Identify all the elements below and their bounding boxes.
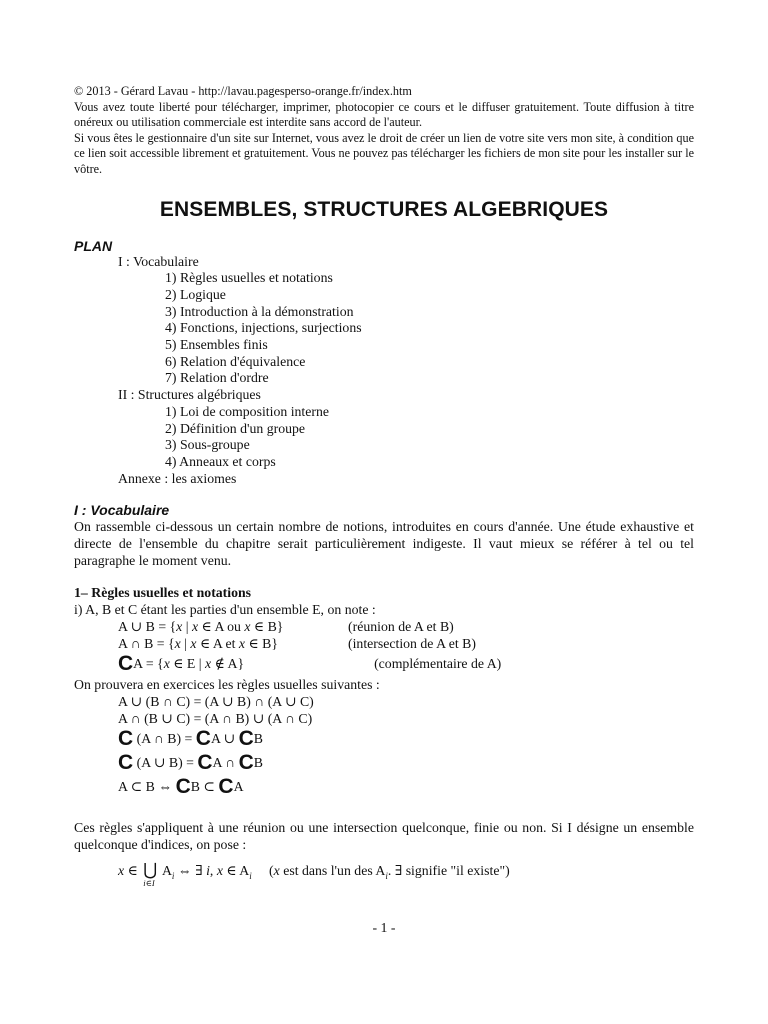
plan-item: 1) Règles usuelles et notations xyxy=(165,270,333,286)
section-intro: On rassemble ci-dessous un certain nombre de notions, introduites en cours d'année. Une étude exhaustive et directe de l'ensemble du chapitre serait particulièrement indigeste. Il vaut mieux se référer à tel ou tel paragraphe le moment venu. xyxy=(74,519,694,569)
plan-item: 5) Ensembles finis xyxy=(165,337,268,353)
plan-item: 3) Sous-groupe xyxy=(165,437,250,453)
complement-note: (complémentaire de A) xyxy=(374,656,502,672)
plan-part-2: II : Structures algébriques xyxy=(118,387,261,403)
rule-inclusion: A ⊂ B ⇔ CB ⊂ CA xyxy=(118,775,244,799)
copyright-notice xyxy=(74,84,694,178)
link-policy-text: Si vous êtes le gestionnaire d'un site sur Internet, vous avez le droit de créer un lien de votre site vers mon site, à condition que ce lien soit accessible librement et gratuitement. Vous ne pouvez pas télécharger les fichiers de mon site pour les installer sur le vôtre. xyxy=(74,130,695,176)
union-note: (réunion de A et B) xyxy=(348,619,454,635)
subsection-heading: 1– Règles usuelles et notations xyxy=(74,585,252,601)
general-union-intro: Ces règles s'appliquent à une réunion ou une intersection quelconque, finie ou non. Si I désigne un ensemble quelconque d'indices, on pose : xyxy=(74,820,694,853)
intersection-note: (intersection de A et B) xyxy=(348,636,476,652)
rule-de-morgan-2: C (A ∪ B) = CA ∩ CB xyxy=(118,751,263,775)
plan-outline xyxy=(74,254,694,488)
plan-heading: PLAN xyxy=(74,237,113,254)
document-page xyxy=(74,84,695,889)
plan-part-1: I : Vocabulaire xyxy=(118,253,199,269)
page-number: - 1 - xyxy=(372,920,396,935)
plan-annexe: Annexe : les axiomes xyxy=(118,470,237,486)
union-definition: A ∪ B = {x | x ∈ A ou x ∈ B} (réunion de A et B) xyxy=(118,619,454,635)
general-union-note: (x est dans l'un des $A_i$. ∃ signifie "il existe") xyxy=(269,863,510,882)
plan-item: 3) Introduction à la démonstration xyxy=(165,303,354,319)
copyright-line: © 2013 - Gérard Lavau - http://lavau.pagesperso-orange.fr/index.htm xyxy=(74,84,412,98)
rule-distributive-intersection: A ∩ (B ∪ C) = (A ∩ B) ∪ (A ∩ C) xyxy=(118,711,313,727)
plan-item: 4) Fonctions, injections, surjections xyxy=(165,320,362,336)
license-text: Vous avez toute liberté pour télécharger, imprimer, photocopier ce cours et le diffuser gratuitement. Toute diffusion à titre onéreux ou utilisation commerciale est interdite sans accord de l'auteur. xyxy=(74,99,694,130)
complement-symbol: C xyxy=(118,652,134,676)
general-union-definition: x ∈ ⋃ i∈I $A_i$ ⇔ ∃ i, x ∈ $A_i$ (x est dans l'un des $A_i$. ∃ signifie "il existe") xyxy=(118,860,510,889)
rules-intro: On prouvera en exercices les règles usuelles suivantes : xyxy=(74,677,380,693)
plan-item: 6) Relation d'équivalence xyxy=(165,353,306,369)
plan-item: 2) Définition d'un groupe xyxy=(165,420,306,436)
plan-item: 2) Logique xyxy=(165,286,226,302)
subsection-intro: i) A, B et C étant les parties d'un ensemble E, on note : xyxy=(74,602,376,618)
section-heading: I : Vocabulaire xyxy=(74,502,170,519)
bigcup-operator: ⋃ i∈I xyxy=(143,860,158,889)
rule-de-morgan-1: C (A ∩ B) = CA ∪ CB xyxy=(118,727,263,751)
plan-item: 4) Anneaux et corps xyxy=(165,454,276,469)
plan-item: 1) Loi de composition interne xyxy=(165,403,329,419)
intersection-definition: A ∩ B = {x | x ∈ A et x ∈ B} (intersection de A et B) xyxy=(118,636,476,652)
complement-definition: CA = {x ∈ E | x ∉ A} (complémentaire de A) xyxy=(118,652,502,676)
document-title: ENSEMBLES, STRUCTURES ALGEBRIQUES xyxy=(159,197,609,221)
rule-distributive-union: A ∪ (B ∩ C) = (A ∪ B) ∩ (A ∪ C) xyxy=(118,694,314,710)
plan-item: 7) Relation d'ordre xyxy=(165,370,269,386)
